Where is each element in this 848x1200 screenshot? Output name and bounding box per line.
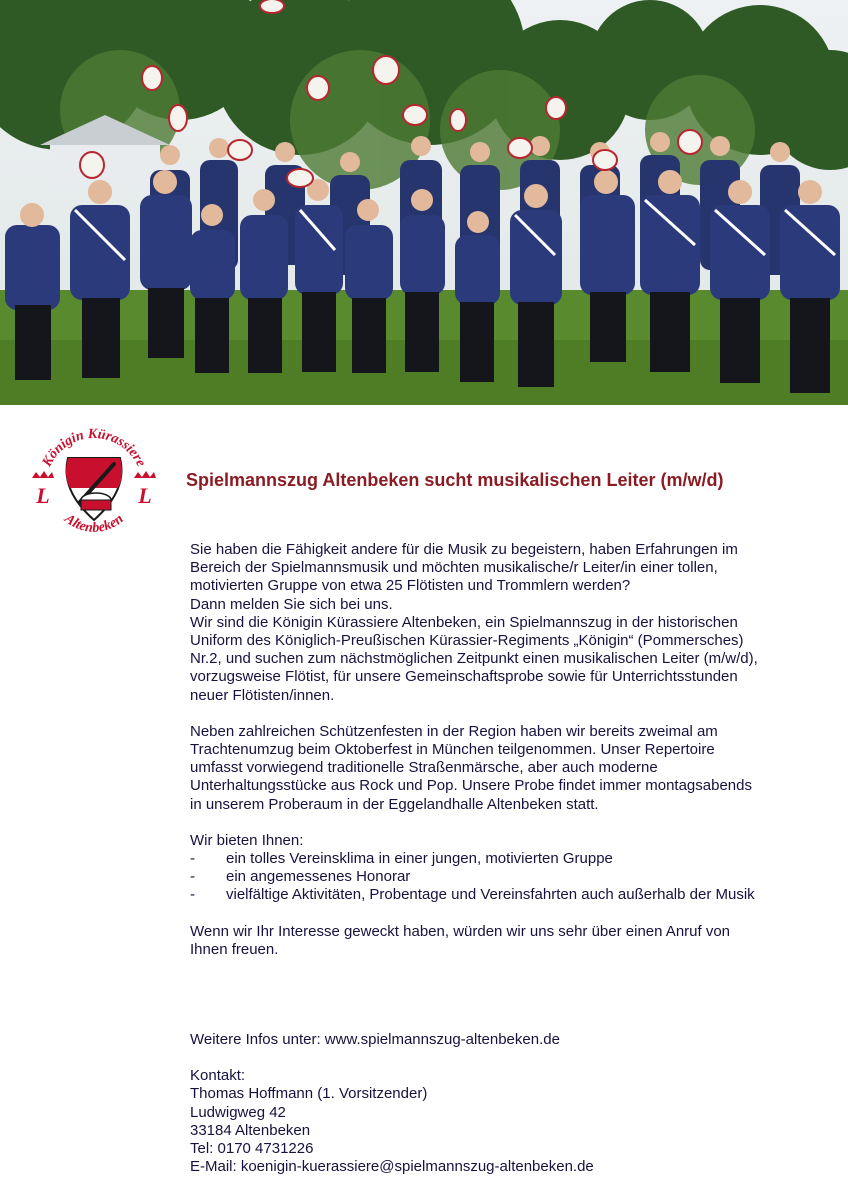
page-title: Spielmannszug Altenbeken sucht musikalischen Leiter (m/w/d) (186, 470, 724, 490)
repertoire-line: Neben zahlreichen Schützenfesten in der Region haben wir bereits zweimal am (190, 722, 718, 740)
contact-email: E-Mail: koenigin-kuerassiere@spielmannszug-altenbeken.de (190, 1158, 594, 1176)
intro-line: Sie haben die Fähigkeit andere für die Musik zu begeistern, haben Erfahrungen im (190, 541, 738, 558)
logo-letter-left: L (36, 483, 50, 508)
repertoire-line: in unserem Proberaum in der Eggelandhalle Altenbeken statt. (190, 795, 599, 813)
list-dash: - (190, 886, 195, 904)
repertoire-line: umfasst vorwiegend traditionelle Straßenmärsche, aber auch moderne (190, 759, 658, 777)
offer-title: Wir bieten Ihnen: (190, 831, 304, 849)
band-group-photo-icon (0, 0, 848, 405)
koenigin-kuerassiere-logo (28, 420, 160, 550)
offer-text: ein angemessenes Honorar (226, 868, 411, 886)
intro-line: Bereich der Spielmannsmusik und möchten musikalische/r Leiter/in einer tollen, (190, 559, 718, 577)
list-item (190, 868, 810, 886)
more-info-link: Weitere Infos unter: www.spielmannszug-altenbeken.de (190, 1031, 560, 1049)
closing-line: Wenn wir Ihr Interesse geweckt haben, würden wir uns sehr über einen Anruf von (190, 922, 731, 940)
logo-top-text: Königin Kürassiere (39, 426, 149, 470)
contact-label: Kontakt: (190, 1067, 246, 1085)
logo-letter-right: L (138, 483, 152, 508)
intro-line: Nr.2, und suchen zum nächstmöglichen Zeitpunkt einen musikalischen Leiter (m/w/d), (190, 650, 758, 668)
list-item (190, 850, 810, 868)
job-posting-body (190, 541, 810, 1176)
contact-street: Ludwigweg 42 (190, 1103, 286, 1121)
intro-line: vorzugsweise Flötist, für unsere Gemeinschaftsprobe sowie für Unterrichtsstunden (190, 668, 738, 686)
intro-line: neuer Flötisten/innen. (190, 686, 335, 704)
offer-text: vielfältige Aktivitäten, Probentage und Vereinsfahrten auch außerhalb der Musik (226, 886, 755, 904)
intro-line: motivierten Gruppe von etwa 25 Flötisten und Trommlern werden? (190, 577, 631, 595)
contact-phone: Tel: 0170 4731226 (190, 1140, 314, 1158)
intro-line: Dann melden Sie sich bei uns. (190, 595, 393, 613)
contact-name: Thomas Hoffmann (1. Vorsitzender) (190, 1085, 428, 1103)
logo-bottom-text: Altenbeken (61, 511, 127, 536)
intro-line: Wir sind die Königin Kürassiere Altenbeken, ein Spielmannszug in der historischen (190, 613, 738, 631)
offer-text: ein tolles Vereinsklima in einer jungen, motivierten Gruppe (226, 850, 613, 868)
repertoire-line: Trachtenumzug beim Oktoberfest in München teilgenommen. Unser Repertoire (190, 741, 715, 759)
intro-line: Uniform des Königlich-Preußischen Kürassier-Regiments „Königin“ (Pommersches) (190, 632, 744, 650)
list-item (190, 886, 810, 904)
list-dash: - (190, 850, 195, 868)
repertoire-line: Unterhaltungsstücke aus Rock und Pop. Unsere Probe findet immer montagsabends (190, 777, 752, 795)
contact-city: 33184 Altenbeken (190, 1121, 311, 1139)
band-group-photo (0, 0, 848, 405)
list-dash: - (190, 868, 195, 886)
closing-line: Ihnen freuen. (190, 940, 279, 958)
